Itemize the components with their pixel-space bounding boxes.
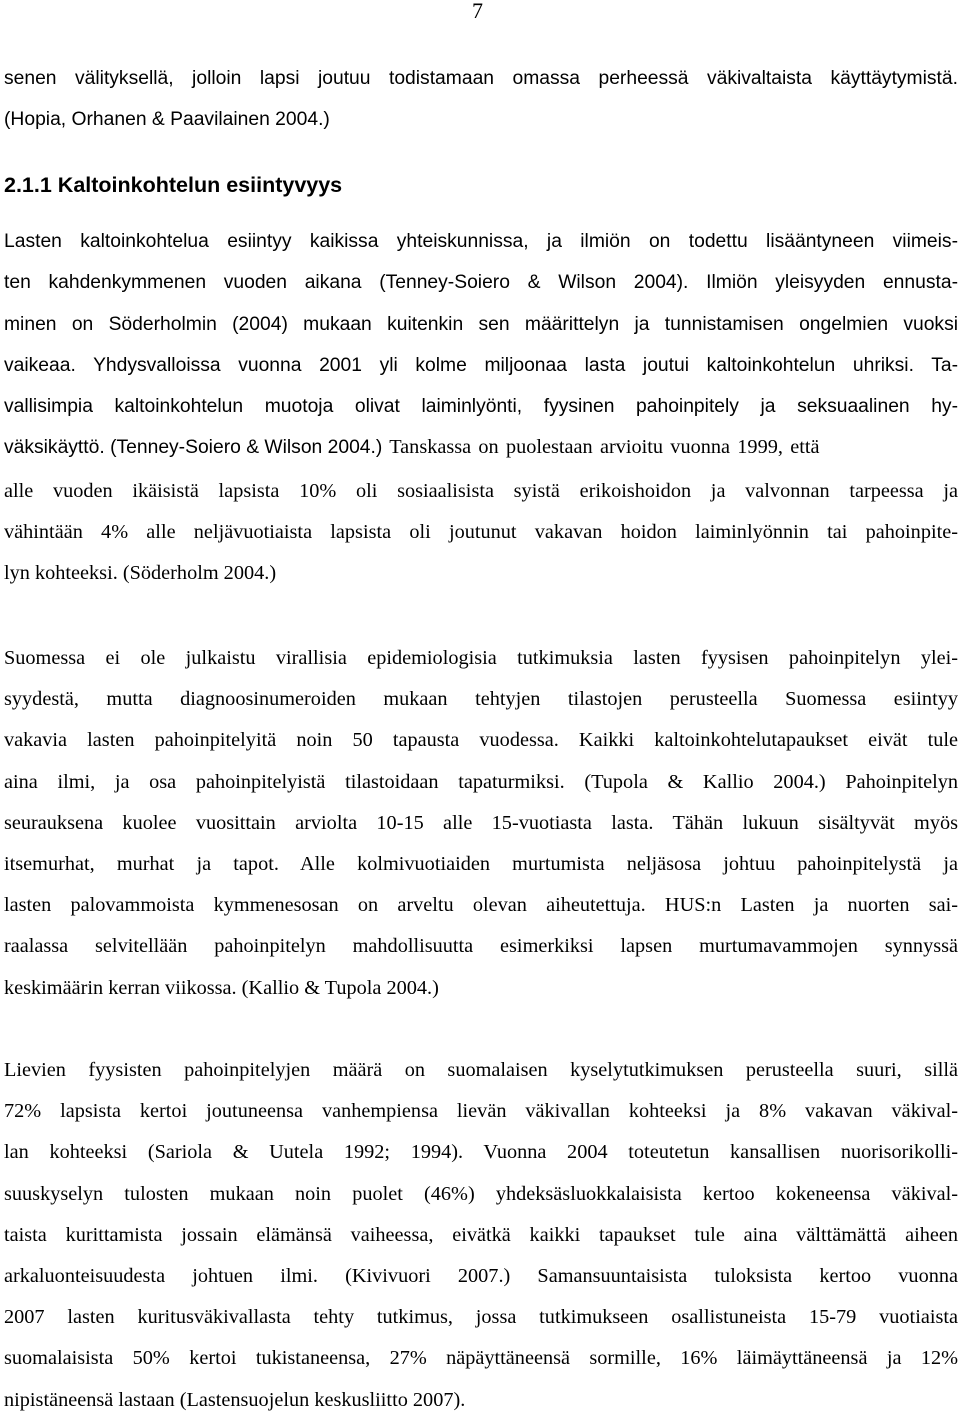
text-line: taista kurittamista jossain elämänsä vaiheessa, eivätkä kaikki tapaukset tule aina välttämättä aiheen <box>4 1223 958 1246</box>
text-line-sans-part: väksikäyttö. (Tenney-Soiero & Wilson 2004.) <box>4 437 383 458</box>
paragraph-2 <box>4 638 958 1009</box>
text-line: aina ilmi, ja osa pahoinpitelyistä tilastoidaan tapaturmiksi. (Tupola & Kallio 2004.) Pahoinpitelyn <box>4 770 958 793</box>
page-number: 7 <box>472 0 483 23</box>
text-line: Suomessa ei ole julkaistu virallisia epidemiologisia tutkimuksia lasten fyysisen pahoinpitelyn ylei- <box>4 647 958 669</box>
text-line: ten kahdenkymmenen vuoden aikana (Tenney-Soiero & Wilson 2004). Ilmiön yleisyyden ennusta- <box>4 272 958 294</box>
text-line: arkaluonteisuudesta johtuen ilmi. (Kivivuori 2007.) Samansuuntaisista tuloksista kertoo vuonna <box>4 1264 958 1287</box>
section-heading: 2.1.1 Kaltoinkohtelun esiintyvyys <box>4 173 343 197</box>
text-line: 72% lapsista kertoi joutuneensa vanhempiensa lievän väkivallan kohteeksi ja 8% vakavan väkival- <box>4 1100 958 1123</box>
text-line: lyn kohteeksi. (Söderholm 2004.) <box>4 562 277 585</box>
text-line: vaikeaa. Yhdysvalloissa vuonna 2001 yli kolme miljoonaa lasta joutui kaltoinkohtelun uhriksi. Ta- <box>4 354 958 376</box>
text-line: Lasten kaltoinkohtelua esiintyy kaikissa yhteiskunnissa, ja ilmiön on todettu lisääntyneen viimeis- <box>4 231 958 252</box>
mixed-text-line <box>4 427 958 468</box>
text-line: vähintään 4% alle neljävuotiaista lapsista oli joutunut vakavan hoidon laiminlyönnin tai pahoinpite- <box>4 521 958 544</box>
text-line: lasten palovammoista kymmenesosan on arveltu olevan aiheutettuja. HUS:n Lasten ja nuorten sai- <box>4 894 958 917</box>
text-line: suuskyselyn tulosten mukaan noin puolet (46%) yhdeksäsluokkalaisista kertoo kokeneensa väkival- <box>4 1182 958 1205</box>
text-line-serif-part: Tanskassa on puolestaan arvioitu vuonna 1999, että <box>382 436 820 458</box>
text-line: vakavia lasten pahoinpitelyitä noin 50 tapausta vuodessa. Kaikki kaltoinkohtelutapaukset eivät tule <box>4 729 958 752</box>
section-paragraph-continued <box>4 471 958 595</box>
paragraph-3 <box>4 1050 958 1421</box>
text-line: Lievien fyysisten pahoinpitelyjen määrä on suomalaisen kyselytutkimuksen perusteella suuri, sillä <box>4 1059 958 1081</box>
text-line: alle vuoden ikäisistä lapsista 10% oli sosiaalisista syistä erikoishoidon ja valvonnan tarpeessa ja <box>4 480 958 502</box>
intro-paragraph <box>4 58 958 141</box>
text-line: suomalaisista 50% kertoi tukistaneensa, 27% näpäyttäneensä sormille, 16% läimäyttäneensä ja 12% <box>4 1347 958 1370</box>
text-line: (Hopia, Orhanen & Paavilainen 2004.) <box>4 109 330 131</box>
text-line: keskimäärin kerran viikossa. (Kallio & Tupola 2004.) <box>4 976 439 999</box>
text-line: raalassa selvitellään pahoinpitelyn mahdollisuutta esimerkiksi lapsen murtumavammojen synnyssä <box>4 935 958 958</box>
text-line: lan kohteeksi (Sariola & Uutela 1992; 1994). Vuonna 2004 toteutetun kansallisen nuorisorikolli- <box>4 1141 958 1164</box>
text-line: 2007 lasten kuritusväkivallasta tehty tutkimus, jossa tutkimukseen osallistuneista 15-79 vuotiaista <box>4 1306 958 1329</box>
text-line: minen on Söderholmin (2004) mukaan kuitenkin sen määrittelyn ja tunnistamisen ongelmien vuoksi <box>4 313 958 335</box>
text-line: itsemurhat, murhat ja tapot. Alle kolmivuotiaiden murtumista neljäsosa johtuu pahoinpitelystä ja <box>4 852 958 875</box>
text-line: vallisimpia kaltoinkohtelun muotoja olivat laiminlyönti, fyysinen pahoinpitely ja seksuaalinen hy- <box>4 396 958 418</box>
text-line: seurauksena kuolee vuosittain arviolta 10-15 alle 15-vuotiasta lasta. Tähän lukuun sisältyvät myös <box>4 811 958 834</box>
text-line: nipistäneensä lastaan (Lastensuojelun keskusliitto 2007). <box>4 1388 466 1411</box>
text-line: senen välityksellä, jolloin lapsi joutuu todistamaan omassa perheessä väkivaltaista käyttäytymistä. <box>4 68 958 89</box>
text-line: syydestä, mutta diagnoosinumeroiden mukaan tehtyjen tilastojen perusteella Suomessa esiintyy <box>4 688 958 711</box>
section-paragraph <box>4 221 958 427</box>
